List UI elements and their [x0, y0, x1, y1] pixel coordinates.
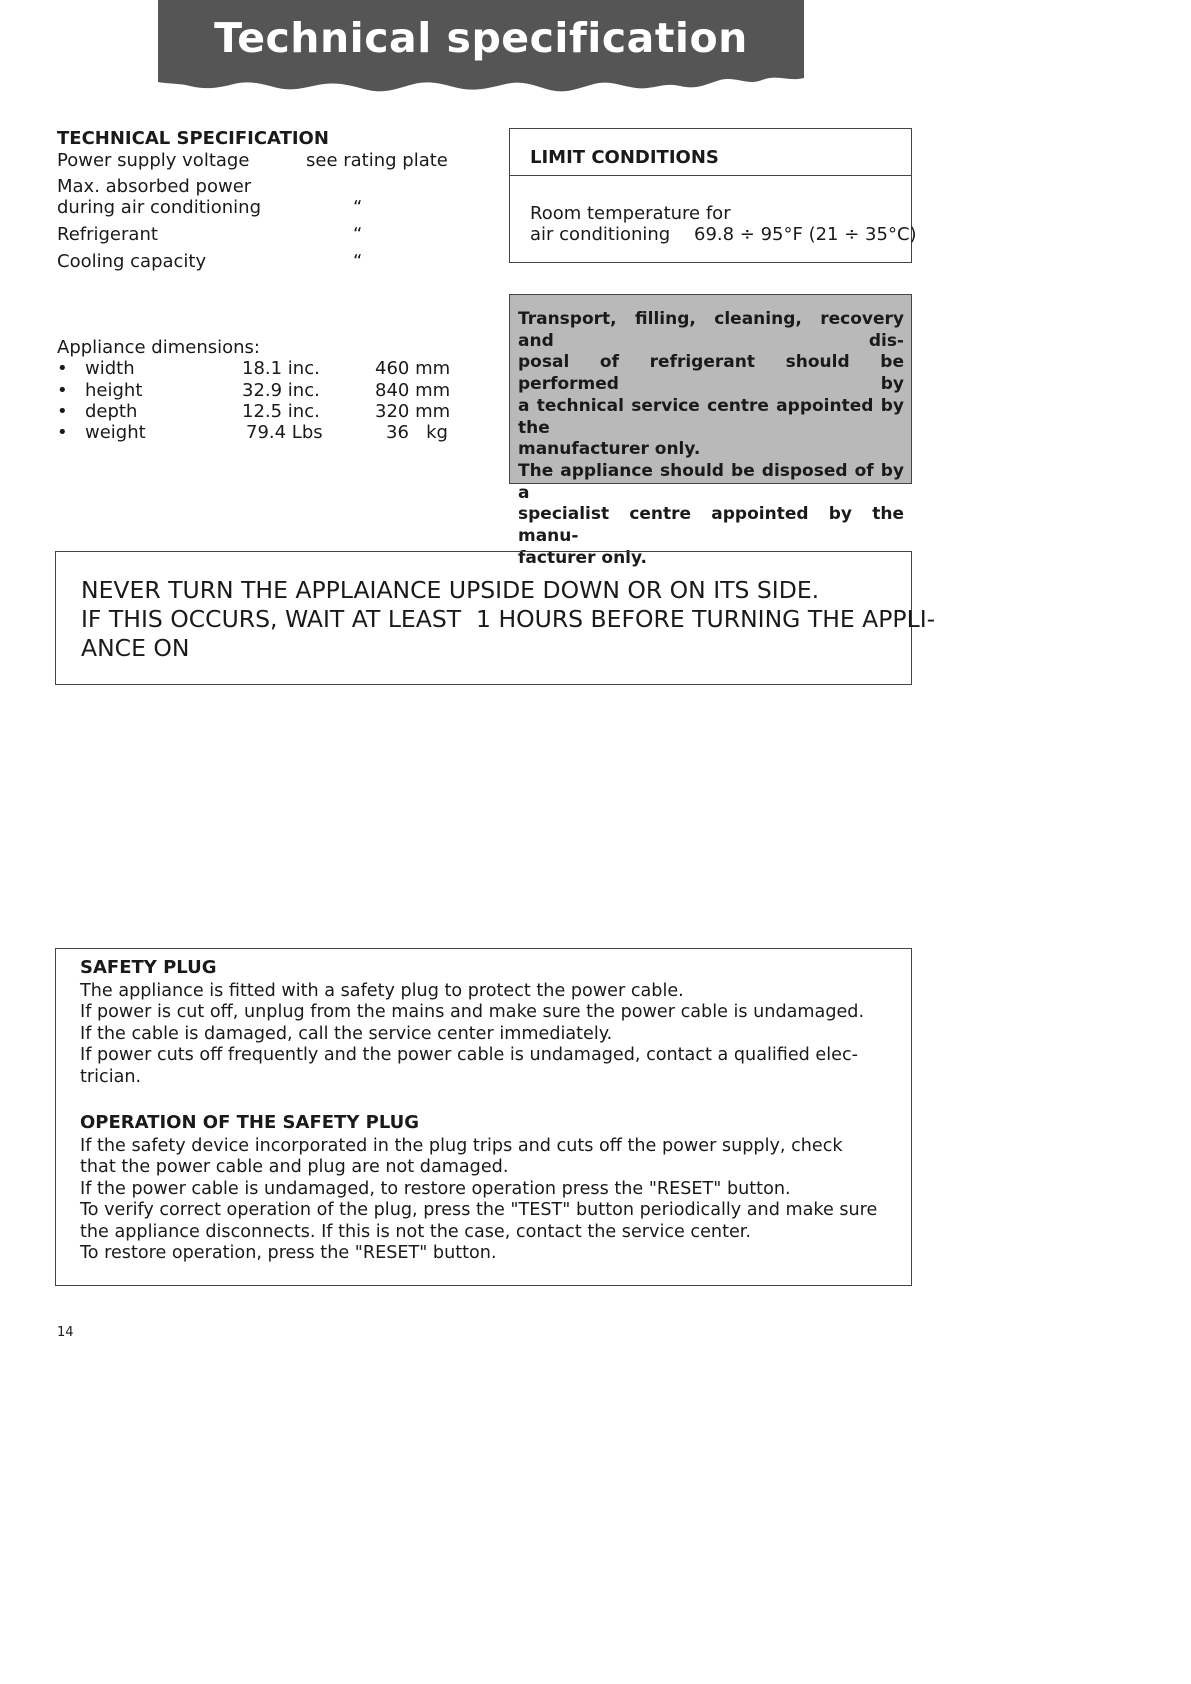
- operation-line: that the power cable and plug are not damaged.: [80, 1157, 509, 1177]
- dimension-metric-depth: 320 mm: [375, 401, 451, 422]
- operation-line: To verify correct operation of the plug, press the "TEST" button periodically and make sure: [80, 1200, 878, 1220]
- safety-plug-line: If the cable is damaged, call the service center immediately.: [80, 1024, 613, 1044]
- operation-line: To restore operation, press the "RESET" button.: [80, 1243, 497, 1263]
- spec-value-cooling-capacity: “: [353, 251, 363, 272]
- warning-text: [81, 576, 936, 663]
- disposal-note: [518, 309, 904, 569]
- disposal-line: specialist centre appointed by the manu-: [518, 504, 904, 547]
- limit-conditions-label: air conditioning: [530, 224, 671, 245]
- spec-label-refrigerant: Refrigerant: [57, 224, 158, 245]
- warning-line: NEVER TURN THE APPLAIANCE UPSIDE DOWN OR ON ITS SIDE.: [81, 576, 820, 604]
- dimension-imperial-weight: 79.4 Lbs: [246, 422, 323, 443]
- disposal-line: posal of refrigerant should be performed by: [518, 352, 904, 395]
- disposal-line: The appliance should be disposed of by a: [518, 460, 904, 503]
- safety-plug-heading: SAFETY PLUG: [80, 957, 217, 978]
- spec-label-cooling-capacity: Cooling capacity: [57, 251, 207, 272]
- operation-line: the appliance disconnects. If this is not the case, contact the service center.: [80, 1222, 752, 1242]
- limit-conditions-divider: [509, 175, 912, 176]
- bullet-icon: •: [57, 380, 68, 401]
- limit-conditions-line1: Room temperature for: [530, 203, 731, 224]
- warning-line: ANCE ON: [81, 634, 190, 662]
- dimension-name-weight: weight: [85, 422, 146, 443]
- page-title: Technical specification: [214, 14, 748, 62]
- dimension-metric-width: 460 mm: [375, 358, 451, 379]
- bullet-icon: •: [57, 401, 68, 422]
- spec-value-absorbed-power: “: [353, 197, 363, 218]
- bullet-icon: •: [57, 422, 68, 443]
- safety-plug-line: The appliance is fitted with a safety plug to protect the power cable.: [80, 981, 684, 1001]
- dimension-imperial-depth: 12.5 inc.: [242, 401, 320, 422]
- limit-conditions-heading: LIMIT CONDITIONS: [530, 147, 719, 168]
- safety-plug-line: If power is cut off, unplug from the mains and make sure the power cable is undamaged.: [80, 1002, 865, 1022]
- spec-value-power-supply: see rating plate: [306, 150, 448, 171]
- limit-conditions-value: 69.8 ÷ 95°F (21 ÷ 35°C): [694, 224, 917, 245]
- spec-label-absorbed-power-2: during air conditioning: [57, 197, 262, 218]
- dimension-metric-weight: 36 kg: [386, 422, 448, 443]
- dimension-imperial-height: 32.9 inc.: [242, 380, 320, 401]
- safety-plug-line: trician.: [80, 1067, 142, 1087]
- page-number: 14: [57, 1325, 74, 1340]
- spec-value-refrigerant: “: [353, 224, 363, 245]
- disposal-line: Transport, filling, cleaning, recovery and dis-: [518, 309, 904, 351]
- operation-line: If the power cable is undamaged, to restore operation press the "RESET" button.: [80, 1179, 791, 1199]
- safety-plug-line: If power cuts off frequently and the power cable is undamaged, contact a qualified elec-: [80, 1045, 858, 1065]
- warning-line: IF THIS OCCURS, WAIT AT LEAST 1 HOURS BEFORE TURNING THE APPLI-: [81, 605, 936, 633]
- dimension-name-width: width: [85, 358, 135, 379]
- operation-heading: OPERATION OF THE SAFETY PLUG: [80, 1112, 420, 1133]
- dimension-name-height: height: [85, 380, 143, 401]
- disposal-line: manufacturer only.: [518, 439, 701, 460]
- dimension-name-depth: depth: [85, 401, 138, 422]
- spec-label-power-supply: Power supply voltage: [57, 150, 250, 171]
- disposal-line: facturer only.: [518, 547, 647, 568]
- tech-spec-heading: TECHNICAL SPECIFICATION: [57, 128, 329, 149]
- dimension-metric-height: 840 mm: [375, 380, 451, 401]
- dimension-imperial-width: 18.1 inc.: [242, 358, 320, 379]
- spec-label-absorbed-power-1: Max. absorbed power: [57, 176, 252, 197]
- operation-line: If the safety device incorporated in the plug trips and cuts off the power supply, check: [80, 1136, 843, 1156]
- disposal-line: a technical service centre appointed by the: [518, 395, 904, 438]
- bullet-icon: •: [57, 358, 68, 379]
- dimensions-heading: Appliance dimensions:: [57, 337, 260, 358]
